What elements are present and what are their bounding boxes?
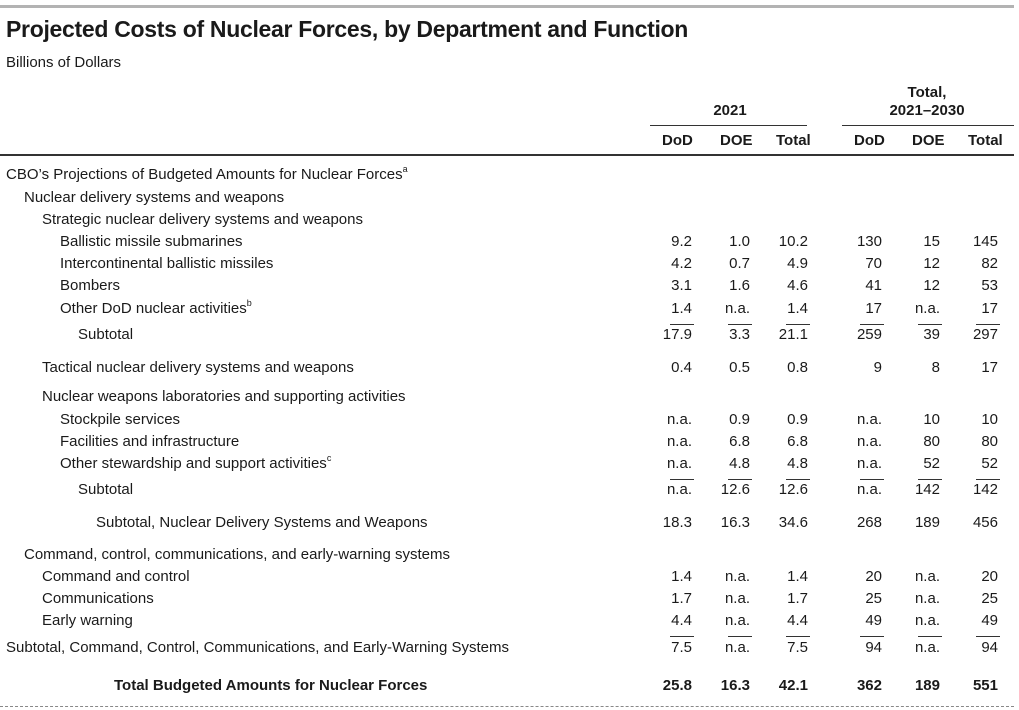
cell-2021-doe: 0.5 bbox=[729, 359, 750, 376]
row-label bbox=[42, 211, 363, 228]
col-head-2021-dod: DoD bbox=[662, 132, 693, 149]
cell-total-doe: 12 bbox=[923, 255, 940, 272]
cell-2021-dod: 18.3 bbox=[662, 514, 692, 531]
cell-total-doe: 8 bbox=[931, 359, 940, 376]
row-label bbox=[114, 677, 427, 694]
row-label-text: Subtotal bbox=[78, 481, 134, 498]
cell-2021-total: 10.2 bbox=[778, 233, 808, 250]
cell-total-total: 53 bbox=[981, 277, 998, 294]
table-row bbox=[0, 481, 1019, 503]
row-label-text: Ballistic missile submarines bbox=[60, 233, 243, 250]
cell-2021-dod: 0.4 bbox=[671, 359, 692, 376]
cell-2021-doe: 4.8 bbox=[729, 455, 750, 472]
cell-total-dod: 41 bbox=[865, 277, 882, 294]
cell-2021-doe: n.a. bbox=[724, 590, 750, 607]
cell-total-total: 297 bbox=[972, 326, 998, 343]
cell-2021-total: 6.8 bbox=[787, 433, 808, 450]
row-label bbox=[78, 481, 133, 498]
cell-total-doe: 12 bbox=[923, 277, 940, 294]
row-label bbox=[42, 359, 354, 376]
cell-total-dod: 25 bbox=[865, 590, 882, 607]
row-label bbox=[6, 639, 509, 656]
row-label-text: Communications bbox=[42, 590, 154, 607]
cell-total-dod: 20 bbox=[865, 568, 882, 585]
row-label bbox=[24, 546, 450, 563]
table-row bbox=[0, 233, 1019, 255]
cell-total-dod: 362 bbox=[856, 677, 882, 694]
row-label-text: Nuclear weapons laboratories and supporting activities bbox=[42, 388, 406, 405]
table-row bbox=[0, 359, 1019, 381]
cell-total-total: 25 bbox=[981, 590, 998, 607]
table-title: Projected Costs of Nuclear Forces, by Department and Function bbox=[6, 16, 689, 42]
table-row bbox=[0, 411, 1019, 433]
table-bottom-rule bbox=[0, 706, 1014, 707]
cell-total-doe: 142 bbox=[914, 481, 940, 498]
row-label-text: Other stewardship and support activities bbox=[60, 455, 327, 472]
subtotal-rule bbox=[670, 636, 694, 637]
row-label bbox=[60, 411, 180, 428]
cell-2021-doe: 3.3 bbox=[729, 326, 750, 343]
subtotal-rule bbox=[918, 636, 942, 637]
row-label-text: Tactical nuclear delivery systems and weapons bbox=[42, 359, 354, 376]
cell-total-doe: n.a. bbox=[914, 590, 940, 607]
cell-2021-dod: 1.4 bbox=[671, 300, 692, 317]
group-rule-total bbox=[842, 125, 1014, 126]
subtotal-rule bbox=[860, 479, 884, 480]
table-row bbox=[0, 255, 1019, 277]
row-label bbox=[60, 433, 239, 450]
top-rule bbox=[0, 5, 1014, 8]
table-row bbox=[0, 590, 1019, 612]
subtotal-rule bbox=[860, 636, 884, 637]
cell-2021-dod: 3.1 bbox=[671, 277, 692, 294]
cell-total-doe: 15 bbox=[923, 233, 940, 250]
cell-2021-total: 1.4 bbox=[787, 300, 808, 317]
cell-total-dod: 70 bbox=[865, 255, 882, 272]
subtotal-rule bbox=[786, 636, 810, 637]
cell-total-doe: n.a. bbox=[914, 300, 940, 317]
cell-total-total: 551 bbox=[972, 677, 998, 694]
col-head-2021-total: Total bbox=[776, 132, 811, 149]
cell-2021-doe: n.a. bbox=[724, 568, 750, 585]
cell-total-doe: 189 bbox=[914, 514, 940, 531]
column-group-total-line2: 2021–2030 bbox=[889, 102, 965, 119]
cell-2021-dod: 17.9 bbox=[662, 326, 692, 343]
subtotal-rule bbox=[976, 324, 1000, 325]
cell-2021-total: 1.7 bbox=[787, 590, 808, 607]
cell-total-total: 10 bbox=[981, 411, 998, 428]
footnote-marker: a bbox=[402, 164, 408, 174]
subtotal-rule bbox=[728, 636, 752, 637]
cell-2021-total: 0.9 bbox=[787, 411, 808, 428]
row-label bbox=[60, 233, 243, 250]
row-label bbox=[42, 568, 190, 585]
cell-2021-total: 34.6 bbox=[778, 514, 808, 531]
table-row bbox=[0, 211, 1019, 233]
cell-total-total: 94 bbox=[981, 639, 998, 656]
table-row bbox=[0, 612, 1019, 634]
cell-2021-doe: 16.3 bbox=[720, 514, 750, 531]
cell-total-total: 142 bbox=[972, 481, 998, 498]
cell-total-total: 49 bbox=[981, 612, 998, 629]
cell-total-dod: 130 bbox=[856, 233, 882, 250]
cell-2021-total: 4.6 bbox=[787, 277, 808, 294]
row-label-text: Command and control bbox=[42, 568, 190, 585]
row-label-text: Subtotal, Command, Control, Communications, and Early-Warning Systems bbox=[6, 639, 509, 656]
row-label bbox=[78, 326, 133, 343]
col-head-total-doe: DOE bbox=[912, 132, 945, 149]
cell-2021-doe: n.a. bbox=[724, 639, 750, 656]
row-label-text: Strategic nuclear delivery systems and weapons bbox=[42, 211, 363, 228]
cell-2021-doe: 6.8 bbox=[729, 433, 750, 450]
col-head-total-dod: DoD bbox=[854, 132, 885, 149]
cell-total-total: 20 bbox=[981, 568, 998, 585]
table-row bbox=[0, 300, 1019, 322]
cell-2021-total: 4.4 bbox=[787, 612, 808, 629]
table-row bbox=[0, 546, 1019, 568]
col-head-2021-doe: DOE bbox=[720, 132, 753, 149]
cell-total-total: 145 bbox=[972, 233, 998, 250]
row-label-text: Other DoD nuclear activities bbox=[60, 300, 247, 317]
cell-total-dod: n.a. bbox=[856, 481, 882, 498]
subtotal-rule bbox=[670, 479, 694, 480]
cell-2021-doe: n.a. bbox=[724, 300, 750, 317]
row-label-text: Early warning bbox=[42, 612, 133, 629]
cell-2021-dod: 4.4 bbox=[671, 612, 692, 629]
footnote-marker: c bbox=[326, 453, 332, 463]
cell-2021-doe: 1.0 bbox=[729, 233, 750, 250]
row-label-text: Nuclear delivery systems and weapons bbox=[24, 189, 285, 206]
row-label bbox=[42, 388, 406, 405]
cell-2021-dod: 1.4 bbox=[671, 568, 692, 585]
cell-total-total: 17 bbox=[981, 359, 998, 376]
subtotal-rule bbox=[728, 479, 752, 480]
table-subtitle: Billions of Dollars bbox=[6, 54, 122, 71]
cell-total-doe: 189 bbox=[914, 677, 940, 694]
group-rule-2021 bbox=[650, 125, 807, 126]
cell-2021-dod: n.a. bbox=[666, 411, 692, 428]
row-label bbox=[42, 612, 133, 629]
table-row bbox=[0, 514, 1019, 536]
subtotal-rule bbox=[918, 324, 942, 325]
row-label-text: Subtotal, Nuclear Delivery Systems and Weapons bbox=[96, 514, 428, 531]
cell-2021-doe: 1.6 bbox=[729, 277, 750, 294]
cell-total-doe: 52 bbox=[923, 455, 940, 472]
col-head-total-total: Total bbox=[968, 132, 1003, 149]
cell-2021-total: 42.1 bbox=[778, 677, 808, 694]
cell-total-dod: 268 bbox=[856, 514, 882, 531]
cell-total-dod: 17 bbox=[865, 300, 882, 317]
row-label bbox=[96, 514, 428, 531]
subtotal-rule bbox=[976, 636, 1000, 637]
cell-2021-dod: 4.2 bbox=[671, 255, 692, 272]
table-row bbox=[0, 455, 1019, 477]
cell-2021-dod: n.a. bbox=[666, 433, 692, 450]
cell-total-total: 80 bbox=[981, 433, 998, 450]
subtotal-rule bbox=[728, 324, 752, 325]
row-label-text: Facilities and infrastructure bbox=[60, 433, 240, 450]
cell-total-doe: 80 bbox=[923, 433, 940, 450]
column-group-2021: 2021 bbox=[713, 102, 747, 119]
table-row bbox=[0, 433, 1019, 455]
cell-total-total: 456 bbox=[972, 514, 998, 531]
row-label bbox=[42, 590, 154, 607]
row-label-text: Subtotal bbox=[78, 326, 134, 343]
row-label bbox=[60, 277, 120, 294]
cell-total-dod: n.a. bbox=[856, 433, 882, 450]
row-label-text: Command, control, communications, and early-warning systems bbox=[24, 546, 450, 563]
cell-2021-total: 1.4 bbox=[787, 568, 808, 585]
row-label bbox=[60, 455, 331, 472]
row-label bbox=[6, 166, 408, 183]
subtotal-rule bbox=[670, 324, 694, 325]
cell-2021-total: 12.6 bbox=[778, 481, 808, 498]
cell-total-doe: 39 bbox=[923, 326, 940, 343]
cell-total-total: 82 bbox=[981, 255, 998, 272]
table-row bbox=[0, 189, 1019, 211]
row-label bbox=[24, 189, 284, 206]
cell-2021-doe: 12.6 bbox=[720, 481, 750, 498]
table-row bbox=[0, 326, 1019, 348]
row-label-text: CBO’s Projections of Budgeted Amounts for Nuclear Forces bbox=[6, 166, 403, 183]
cell-total-doe: n.a. bbox=[914, 639, 940, 656]
column-group-total-line1: Total, bbox=[907, 84, 947, 101]
cell-2021-total: 21.1 bbox=[778, 326, 808, 343]
row-label-text: Total Budgeted Amounts for Nuclear Forces bbox=[114, 677, 428, 694]
table-row bbox=[0, 388, 1019, 410]
cell-total-total: 52 bbox=[981, 455, 998, 472]
cell-2021-doe: 16.3 bbox=[720, 677, 750, 694]
row-label bbox=[60, 255, 273, 272]
row-label-text: Bombers bbox=[60, 277, 121, 294]
row-label bbox=[60, 300, 252, 317]
cell-2021-dod: n.a. bbox=[666, 481, 692, 498]
cell-total-dod: n.a. bbox=[856, 455, 882, 472]
subtotal-rule bbox=[786, 479, 810, 480]
subtotal-rule bbox=[976, 479, 1000, 480]
cell-total-dod: 9 bbox=[873, 359, 882, 376]
cell-2021-total: 7.5 bbox=[787, 639, 808, 656]
footnote-marker: b bbox=[246, 298, 252, 308]
cell-2021-dod: 9.2 bbox=[671, 233, 692, 250]
subtotal-rule bbox=[786, 324, 810, 325]
column-group-total bbox=[842, 84, 1012, 120]
subtotal-rule bbox=[918, 479, 942, 480]
header-bottom-rule bbox=[0, 154, 1014, 156]
cell-2021-dod: 25.8 bbox=[662, 677, 692, 694]
table-row bbox=[0, 639, 1019, 661]
cell-total-doe: n.a. bbox=[914, 568, 940, 585]
cell-total-total: 17 bbox=[981, 300, 998, 317]
cell-2021-doe: 0.9 bbox=[729, 411, 750, 428]
cell-total-doe: 10 bbox=[923, 411, 940, 428]
subtotal-rule bbox=[860, 324, 884, 325]
row-label-text: Intercontinental ballistic missiles bbox=[60, 255, 274, 272]
cell-total-dod: 49 bbox=[865, 612, 882, 629]
cell-total-dod: 94 bbox=[865, 639, 882, 656]
cell-2021-total: 0.8 bbox=[787, 359, 808, 376]
cell-total-dod: n.a. bbox=[856, 411, 882, 428]
cell-total-dod: 259 bbox=[856, 326, 882, 343]
table-row bbox=[0, 277, 1019, 299]
table-row bbox=[0, 568, 1019, 590]
cell-2021-dod: 1.7 bbox=[671, 590, 692, 607]
cell-total-doe: n.a. bbox=[914, 612, 940, 629]
table-row bbox=[0, 166, 1019, 188]
row-label-text: Stockpile services bbox=[60, 411, 181, 428]
cell-2021-total: 4.8 bbox=[787, 455, 808, 472]
cell-2021-dod: 7.5 bbox=[671, 639, 692, 656]
cell-2021-doe: 0.7 bbox=[729, 255, 750, 272]
cell-2021-doe: n.a. bbox=[724, 612, 750, 629]
table-row bbox=[0, 677, 1019, 699]
cell-2021-total: 4.9 bbox=[787, 255, 808, 272]
cell-2021-dod: n.a. bbox=[666, 455, 692, 472]
